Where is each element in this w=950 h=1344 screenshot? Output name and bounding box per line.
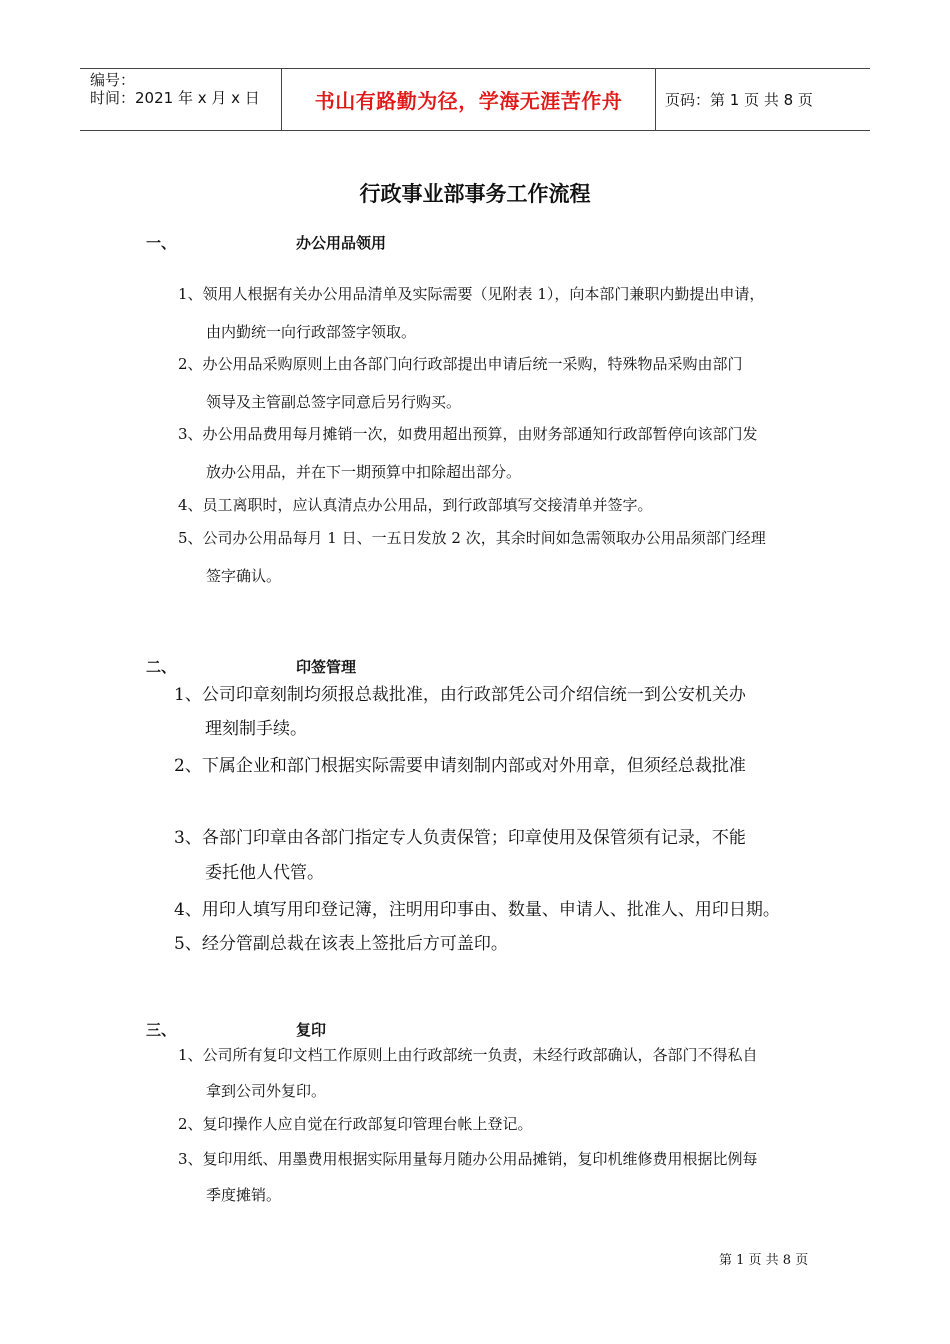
header-motto-cell bbox=[282, 69, 656, 130]
doc-number-label: 编号： bbox=[90, 71, 136, 89]
page-footer: 第 1 页 共 8 页 bbox=[719, 1253, 809, 1268]
document-title: 行政事业部事务工作流程 bbox=[359, 182, 591, 206]
section-3-line: 1、公司所有复印文档工作原则上由行政部统一负责，未经行政部确认，各部门不得私自 bbox=[178, 1046, 758, 1064]
section-3-number: 三、 bbox=[146, 1021, 177, 1039]
section-3-title: 复印 bbox=[296, 1021, 327, 1039]
section-3-line: 季度摊销。 bbox=[206, 1186, 282, 1204]
section-2-line: 委托他人代管。 bbox=[205, 863, 324, 883]
section-1-line: 领导及主管副总签字同意后另行购买。 bbox=[206, 393, 462, 411]
section-1-line: 3、办公用品费用每月摊销一次，如费用超出预算，由财务部通知行政部暂停向该部门发 bbox=[178, 425, 758, 443]
doc-time-label: 时间：2021 年 x 月 x 日 bbox=[90, 89, 260, 107]
section-2-line: 1、公司印章刻制均须报总裁批准，由行政部凭公司介绍信统一到公安机关办 bbox=[174, 685, 746, 705]
header-page-info: 页码：第 1 页 共 8 页 bbox=[665, 91, 813, 109]
section-2-line: 4、用印人填写用印登记簿，注明用印事由、数量、申请人、批准人、用印日期。 bbox=[174, 900, 780, 920]
section-1-line: 1、领用人根据有关办公用品清单及实际需要（见附表 1），向本部门兼职内勤提出申请， bbox=[178, 285, 765, 303]
header-page-cell bbox=[656, 69, 870, 130]
page-header bbox=[80, 68, 870, 131]
section-1-line: 5、公司办公用品每月 1 日、一五日发放 2 次，其余时间如急需领取办公用品须部门经理 bbox=[178, 529, 766, 547]
section-2-line: 5、经分管副总裁在该表上签批后方可盖印。 bbox=[174, 934, 508, 954]
section-2-number: 二、 bbox=[146, 658, 177, 676]
section-3-line: 3、复印用纸、用墨费用根据实际用量每月随办公用品摊销，复印机维修费用根据比例每 bbox=[178, 1150, 758, 1168]
section-1-line: 签字确认。 bbox=[206, 567, 282, 585]
header-meta-cell bbox=[80, 69, 282, 130]
section-3-line: 拿到公司外复印。 bbox=[206, 1082, 327, 1100]
section-1-line: 2、办公用品采购原则上由各部门向行政部提出申请后统一采购，特殊物品采购由部门 bbox=[178, 355, 743, 373]
section-1-line: 4、员工离职时，应认真清点办公用品，到行政部填写交接清单并签字。 bbox=[178, 496, 653, 514]
section-2-title: 印签管理 bbox=[296, 658, 357, 676]
section-2-line: 3、各部门印章由各部门指定专人负责保管；印章使用及保管须有记录，不能 bbox=[174, 828, 746, 848]
section-2-line: 理刻制手续。 bbox=[205, 719, 307, 739]
section-2-line: 2、下属企业和部门根据实际需要申请刻制内部或对外用章，但须经总裁批准 bbox=[174, 756, 746, 776]
section-1-line: 由内勤统一向行政部签字领取。 bbox=[206, 323, 417, 341]
section-3-line: 2、复印操作人应自觉在行政部复印管理台帐上登记。 bbox=[178, 1115, 533, 1133]
motto-text: 书山有路勤为径，学海无涯苦作舟 bbox=[314, 89, 623, 113]
section-1-title: 办公用品领用 bbox=[296, 234, 387, 252]
section-1-number: 一、 bbox=[146, 234, 177, 252]
section-1-line: 放办公用品，并在下一期预算中扣除超出部分。 bbox=[206, 463, 522, 481]
